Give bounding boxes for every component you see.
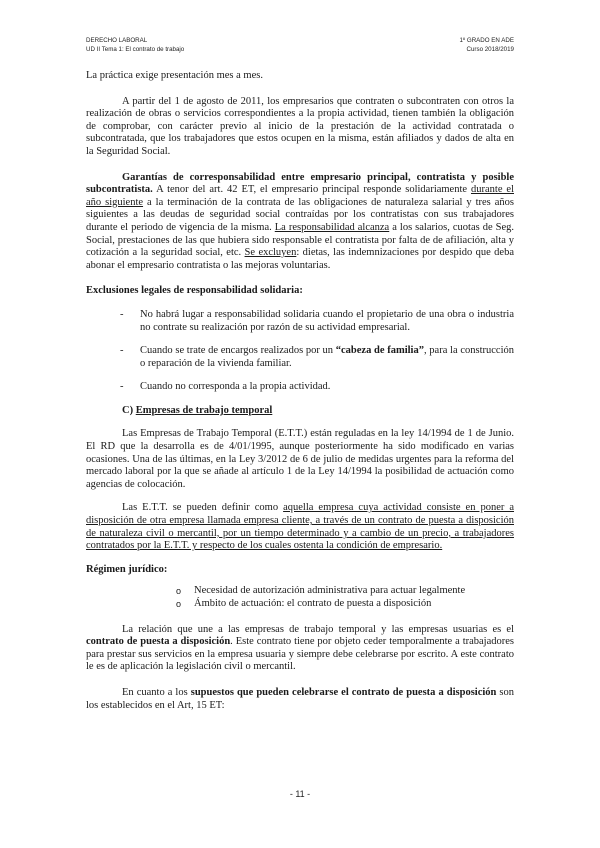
header-right <box>459 36 514 54</box>
guarantees-underline-2: La responsabilidad alcanza <box>274 221 390 233</box>
list-item <box>86 585 514 598</box>
dash-bullet-icon: - <box>120 381 124 393</box>
paragraph-august-2011: A partir del 1 de agosto de 2011, los empresarios que contraten o subcontraten con otros la realización de obras o servicios correspondientes a la propia actividad, tienen también la obligación de comprobar, con carácter previo al inicio de la prestación de la actividad contratada o subcontratada, que los trabajadores que estos ocupen en la misma, están afiliados y dados de alta en la Seguridad Social. <box>86 95 514 157</box>
guarantees-text-3: a los salarios, cuotas de Seg. Social, prestaciones de las que hubiera sido responsable el contratista por falta de de afiliación, alta y cotización a la seguridad social, etc. <box>86 221 514 259</box>
guarantees-underline-1: durante el año siguiente <box>86 184 514 208</box>
regimen-title <box>86 564 514 577</box>
header-degree: 1º GRADO EN ADE <box>459 37 514 44</box>
exclusions-list <box>86 309 514 394</box>
paragraph-ett-definition <box>86 502 514 552</box>
regimen-item-text: Ámbito de actuación: el contrato de puesta a disposición <box>194 598 432 609</box>
header-year: Curso 2018/2019 <box>466 46 514 53</box>
guarantees-underline-3: Se excluyen <box>244 247 297 259</box>
regimen-item-text: Necesidad de autorización administrativa para actuar legalmente <box>194 585 466 597</box>
relation-text-1: La relación que une a las empresas de trabajo temporal y las empresas usuarias es el <box>122 623 514 635</box>
list-item <box>86 381 514 394</box>
exclusion-item-text: Cuando se trate de encargos realizados por un <box>140 345 336 357</box>
circle-bullet-icon: o <box>176 586 182 597</box>
cases-bold: supuestos que pueden celebrarse el contrato de puesta a disposición <box>190 686 497 698</box>
dash-bullet-icon: - <box>120 308 124 320</box>
guarantees-text-2: a la terminación de la contrata de las obligaciones de naturaleza salarial y tres años siguientes a las deudas de seguridad social contraídas por los contratistas con sus trabajadores durante el periodo de vigencia de la misma. <box>86 196 514 233</box>
paragraph-contract-relation <box>86 624 514 674</box>
header-course: DERECHO LABORAL <box>86 37 148 44</box>
section-title-ett <box>86 405 514 418</box>
page-number: - 11 - <box>289 789 311 799</box>
relation-text-2: . Este contrato tiene por objeto ceder temporalmente a trabajadores para prestar sus servicios en la empresa usuaria y siempre debe celebrarse por escrito. A este contrato le es de aplicación la legislación civil o mercantil. <box>86 636 514 673</box>
header-unit: UD II Tema 1: El contrato de trabajo <box>86 46 185 53</box>
guarantees-text-4: : dietas, las indemnizaciones por despido que deba abonar el empresario contratista o las mejoras voluntarias. <box>86 247 514 271</box>
definition-text: Las E.T.T. se pueden definir como <box>122 502 284 514</box>
exclusion-item-bold: “cabeza de familia” <box>335 345 424 357</box>
section-letter: C) <box>122 404 136 416</box>
list-item <box>86 345 514 370</box>
cases-text-1: En cuanto a los <box>122 686 191 698</box>
document-body <box>86 70 514 712</box>
exclusion-item-text: , para la construcción o reparación de la vivienda familiar. <box>140 345 514 369</box>
cases-text-2: son los establecidos en el Art, 15 ET: <box>86 686 515 711</box>
list-item <box>86 309 514 334</box>
regimen-title-text: Régimen jurídico: <box>86 563 168 575</box>
guarantees-title: Garantías de corresponsabilidad entre empresario principal, contratista y posible subcontratista. <box>86 171 514 196</box>
guarantees-text-1: A tenor del art. 42 ET, el empresario principal responde solidariamente <box>152 184 471 196</box>
paragraph-ett-regulation: Las Empresas de Trabajo Temporal (E.T.T.) están reguladas en la ley 14/1994 de 1 de Junio. El RD que la desarrolla es de 4/01/1995, aunque posteriormente ha sido modificado en varias ocasiones. Una de las últimas, en la Ley 3/2012 de 6 de julio de medidas urgentes para la reforma del mercado laboral por la que se añade al artículo 1 de la Ley 14/1994 la posibilidad de actuación como agencias de colocación. <box>86 428 514 490</box>
definition-underline: aquella empresa cuya actividad consiste en poner a disposición de otra empresa llamada empresa cliente, a través de un contrato de puesta a disposición de naturaleza civil o mercantil, por un tiempo determinado y a cambio de un precio, a trabajadores contratados por la E.T.T. y respecto de los cuales ostenta la condición de empresario. <box>86 502 515 552</box>
paragraph-guarantees <box>86 172 514 273</box>
dash-bullet-icon: - <box>120 345 124 357</box>
exclusions-title <box>86 285 514 298</box>
regimen-list <box>86 585 514 610</box>
exclusion-item-text: No habrá lugar a responsabilidad solidaria cuando el propietario de una obra o industria no contrate su realización por razón de su actividad empresarial. <box>140 308 514 333</box>
section-title-text: Empresas de trabajo temporal <box>135 404 273 416</box>
relation-bold: contrato de puesta a disposición <box>86 636 231 648</box>
list-item <box>86 598 514 611</box>
paragraph-practice: La práctica exige presentación mes a mes. <box>86 70 263 81</box>
exclusions-title-text: Exclusiones legales de responsabilidad solidaria: <box>86 285 303 297</box>
header-left <box>86 36 184 54</box>
exclusion-item-text: Cuando no corresponda a la propia actividad. <box>140 381 331 393</box>
circle-bullet-icon: o <box>176 599 182 609</box>
paragraph-contract-cases <box>86 687 514 712</box>
